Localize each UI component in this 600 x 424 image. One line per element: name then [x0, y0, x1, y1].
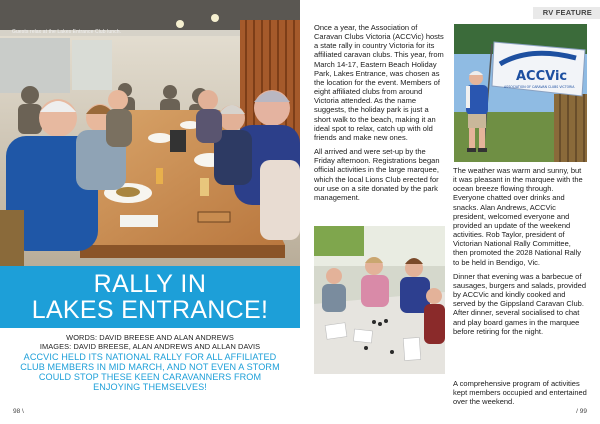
standfirst: ACCVIC HELD ITS NATIONAL RALLY FOR ALL AFFILIATED CLUB MEMBERS IN MID MARCH, AND NOT EVEN A STORM COULD STOP THESE KEEN CARAVANNERS FROM ENJOYING THEMSELVES! [20, 352, 280, 393]
body-paragraph: All arrived and were set-up by the Friday afternoon. Registrations began official activities in the large marquee, which the local Lions Club erected for our use on a site donated by the park management. [314, 147, 440, 202]
banner-photo [454, 24, 587, 162]
photo-caption: Guests relax at the Lakes Entrance Club lunch. [12, 29, 122, 35]
page-number-left: 98 \ [13, 408, 24, 415]
games-photo [314, 226, 445, 374]
headline-line-2: LAKES ENTRANCE! [31, 296, 269, 324]
headline-line-1: RALLY IN [93, 270, 207, 298]
body-paragraph: A comprehensive program of activities kept members occupied and entertained over the weekend. [453, 379, 587, 407]
page-number-right: / 99 [576, 408, 587, 415]
lunch-photo-illustration [0, 0, 300, 266]
lunch-photo [0, 0, 300, 266]
body-paragraph: The weather was warm and sunny, but it was pleasant in the marquee with the ocean breeze flowing through. Everyone chatted over drinks and snacks. Alan Andrews, ACCVic president, welcomed everyone and provided an update of the weekend activities. Rob Taylor, president of Victorian National Rally Committee, then promoted the 2028 National Rally to be held in Bendigo, Vic. [453, 166, 583, 267]
body-column-2-continued [453, 379, 587, 411]
credits-words: WORDS: DAVID BREESE AND ALAN ANDREWS [66, 333, 234, 342]
body-column-1 [314, 23, 445, 207]
body-paragraph: Once a year, the Association of Caravan Clubs Victoria (ACCVic) hosts a state rally in country Victoria for its affiliated caravan clubs. This year, from March 14-17, Eastern Beach Holiday Park, Lakes Entrance, was chosen as the location for the event. Members of eight affiliated clubs from around Victoria attended. As the name suggests, the holiday park is just a short walk to the beach, making it an ideal spot to relax, catch up with old friends and make new ones. [314, 23, 444, 142]
body-column-2 [453, 166, 587, 341]
banner-photo-illustration [454, 24, 587, 162]
right-page [300, 0, 600, 424]
credits-images: IMAGES: DAVID BREESE, ALAN ANDREWS AND ALLAN DAVIS [39, 342, 261, 351]
games-photo-illustration [314, 226, 445, 374]
banner-subtext: ASSOCIATION OF CARAVAN CLUBS VICTORIA [504, 85, 575, 89]
body-paragraph: Dinner that evening was a barbecue of sausages, burgers and salads, provided by ACCVic and kindly cooked and served by the Gippsland Caravan Club. After dinner, several socialised to chat and play board games in the marquee before retiring for the night. [453, 271, 587, 336]
section-tag: RV FEATURE [533, 7, 600, 19]
banner-text: ACCVic [516, 69, 568, 84]
